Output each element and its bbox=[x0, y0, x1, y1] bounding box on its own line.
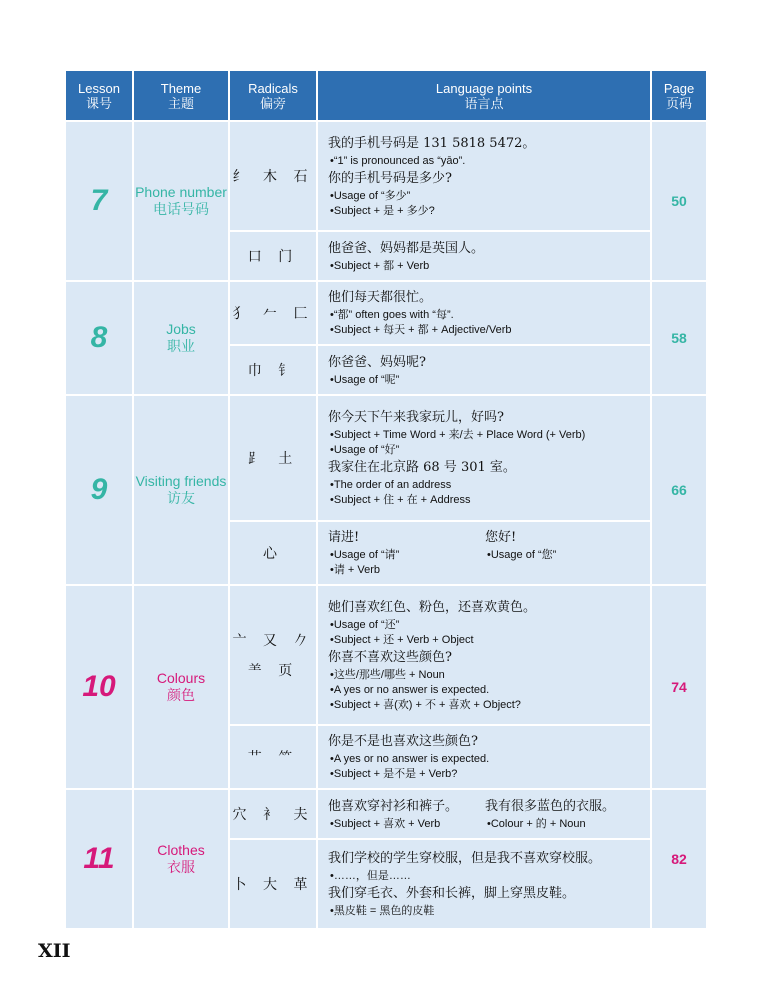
radicals: 卜 大 革 bbox=[229, 839, 317, 929]
lesson-8-row-1 bbox=[65, 281, 707, 345]
language-points: 我们学校的学生穿校服，但是我不喜欢穿校服。 • ……，但是…… 我们穿毛衣、外套和长裤，脚上穿黑皮鞋。 • 黑皮鞋 = 黑色的皮鞋 bbox=[317, 839, 651, 929]
theme-7: Phone number 电话号码 bbox=[133, 121, 229, 281]
lesson-10-row-1 bbox=[65, 585, 707, 725]
radicals: 口 门 bbox=[229, 231, 317, 281]
page-ref-8: 58 bbox=[651, 281, 707, 395]
page-number: XII bbox=[38, 940, 71, 962]
language-points: 他爸爸、妈妈都是英国人。 • Subject + 都 + Verb bbox=[317, 231, 651, 281]
radicals: ⻊ 土 bbox=[229, 395, 317, 521]
page-ref-7: 50 bbox=[651, 121, 707, 281]
radicals: 亠 又 𠂊 ⺷ 页 bbox=[229, 585, 317, 725]
radicals: 穴 衤 夫 bbox=[229, 789, 317, 839]
header-language-points: Language points 语言点 bbox=[317, 70, 651, 121]
theme-11: Clothes 衣服 bbox=[133, 789, 229, 929]
page-ref-11: 82 bbox=[651, 789, 707, 929]
language-points: 他喜欢穿衬衫和裤子。 • Subject + 喜欢 + Verb 我有很多蓝色的衣服。 • Colour + 的 + Noun bbox=[317, 789, 651, 839]
theme-9: Visiting friends 访友 bbox=[133, 395, 229, 585]
radicals: 巾 钅 bbox=[229, 345, 317, 395]
page-ref-9: 66 bbox=[651, 395, 707, 585]
header-theme: Theme 主题 bbox=[133, 70, 229, 121]
radicals: 犭 𠂉 匚 bbox=[229, 281, 317, 345]
lesson-number-9: 9 bbox=[65, 395, 133, 585]
lesson-number-7: 7 bbox=[65, 121, 133, 281]
language-points: 你是不是也喜欢这些颜色? • A yes or no answer is expected. • Subject + 是不是 + Verb? bbox=[317, 725, 651, 789]
language-points: 我的手机号码是 131 5818 5472。 • “1” is pronounced as “yāo”. 你的手机号码是多少? • Usage of “多少” • Subject + 是 + 多少? bbox=[317, 121, 651, 231]
header-radicals: Radicals 偏旁 bbox=[229, 70, 317, 121]
language-points: 请进! • Usage of “请” • 请 + Verb 您好! • Usage of “您” bbox=[317, 521, 651, 585]
lesson-number-11: 11 bbox=[65, 789, 133, 929]
theme-8: Jobs 职业 bbox=[133, 281, 229, 395]
language-points: 你爸爸、妈妈呢? • Usage of “呢” bbox=[317, 345, 651, 395]
radicals: 纟 木 石 bbox=[229, 121, 317, 231]
header-page: Page 页码 bbox=[651, 70, 707, 121]
radicals: 艹 ⺮ bbox=[229, 725, 317, 789]
contents-table bbox=[64, 69, 708, 930]
page-ref-10: 74 bbox=[651, 585, 707, 789]
lesson-9-row-1 bbox=[65, 395, 707, 521]
lesson-11-row-1 bbox=[65, 789, 707, 839]
language-points: 你今天下午来我家玩儿，好吗? • Subject + Time Word + 来/去 + Place Word (+ Verb) • Usage of “好” 我家住在北京路 68 号 301 室。 • The order of an address • Subject + 住 + 在 + Address bbox=[317, 395, 651, 521]
language-points: 他们每天都很忙。 • “都” often goes with “每”. • Subject + 每天 + 都 + Adjective/Verb bbox=[317, 281, 651, 345]
language-points: 她们喜欢红色、粉色，还喜欢黄色。 • Usage of “还” • Subject + 还 + Verb + Object 你喜不喜欢这些颜色? • 这些/那些/哪些 + Noun • A yes or no answer is expected. • Subject + 喜(欢) + 不 + 喜欢 + Object? bbox=[317, 585, 651, 725]
lesson-number-10: 10 bbox=[65, 585, 133, 789]
header-lesson: Lesson 课号 bbox=[65, 70, 133, 121]
lesson-number-8: 8 bbox=[65, 281, 133, 395]
header-row bbox=[65, 70, 707, 121]
theme-10: Colours 颜色 bbox=[133, 585, 229, 789]
radicals: 心 bbox=[229, 521, 317, 585]
lesson-7-row-1 bbox=[65, 121, 707, 231]
